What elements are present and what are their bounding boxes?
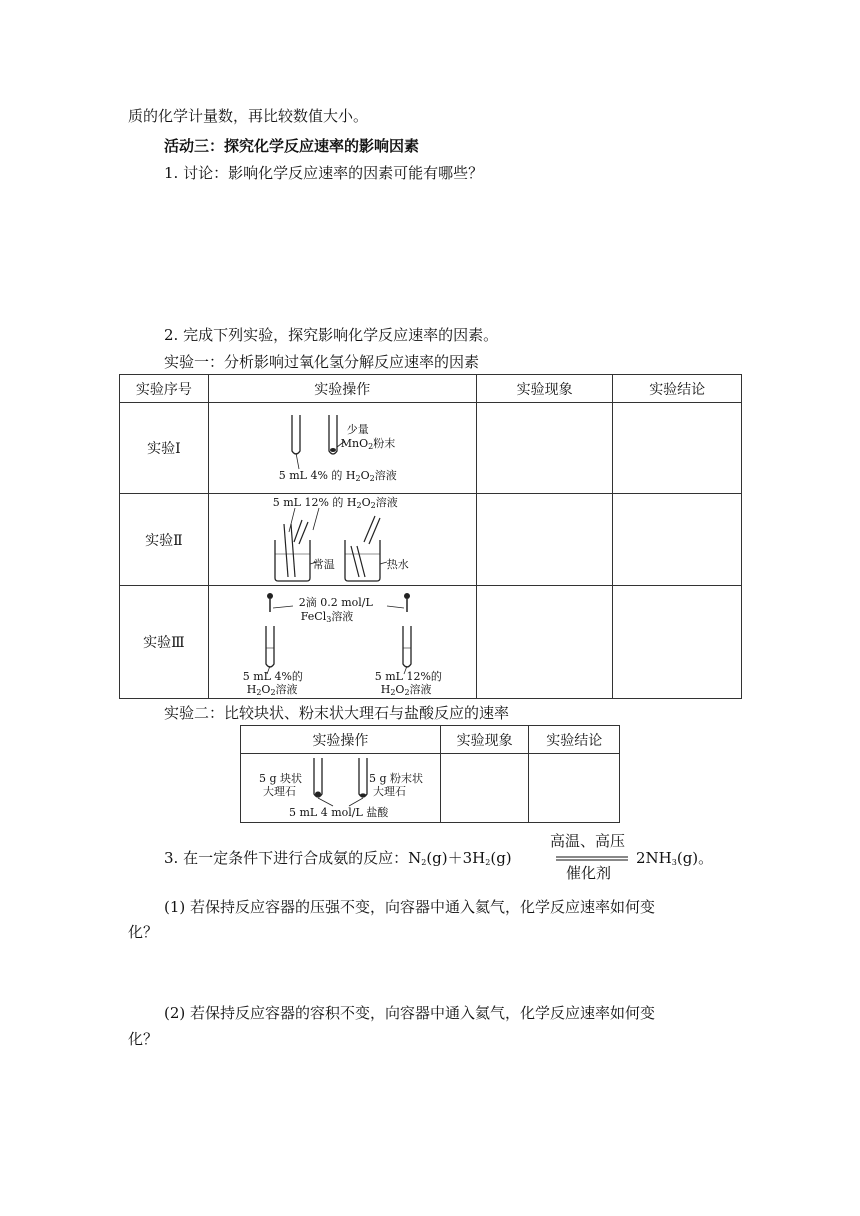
- label-powder-marble-1: 5 g 粉末状: [369, 772, 424, 785]
- activity-title: 活动三：探究化学反应速率的影响因素: [164, 137, 420, 155]
- experiment-1-title: 实验一：分析影响过氧化氢分解反应速率的因素: [164, 353, 480, 371]
- label-lump-marble-1: 5 g 块状: [259, 772, 303, 785]
- figure-cell-2: [208, 494, 476, 586]
- label-mno2: MnO$_2$粉末: [340, 437, 396, 451]
- label-left-tube-1: 5 mL 4%的: [242, 670, 303, 683]
- label-room-temp: 常温: [312, 558, 335, 571]
- label-hot-water: 热水: [386, 558, 409, 571]
- figure-cell-3: [208, 586, 476, 699]
- table1-header-operation: 实验操作: [208, 375, 476, 403]
- label-fecl3: FeCl$_3$溶液: [300, 610, 354, 624]
- table1-header-phenomenon: 实验现象: [476, 375, 613, 403]
- answer-cell[interactable]: [476, 403, 613, 494]
- answer-cell[interactable]: [613, 403, 742, 494]
- table1-header-conclusion: 实验结论: [613, 375, 742, 403]
- label-h2o2-4: 5 mL 4% 的 $H_2O_2$溶液: [278, 469, 397, 483]
- table-row: [241, 754, 620, 823]
- answer-cell[interactable]: [476, 586, 613, 699]
- table-row: [120, 586, 742, 699]
- answer-cell[interactable]: [440, 754, 529, 823]
- label-right-tube-1: 5 mL 12%的: [374, 670, 442, 683]
- label-hcl: 5 mL 4 mol/L 盐酸: [289, 806, 389, 819]
- experiment-2-title: 实验二：比较块状、粉末状大理石与盐酸反应的速率: [164, 704, 510, 722]
- label-left-tube-2: $H_2O_2$溶液: [246, 683, 298, 697]
- label-small-amount: 少量: [346, 423, 369, 436]
- text-line-top: 质的化学计量数，再比较数值大小。: [128, 107, 369, 125]
- figure-mno2: [209, 403, 476, 493]
- figure-fecl3: [209, 586, 476, 698]
- row-label: 实验Ⅱ: [120, 494, 209, 586]
- table2-header-conclusion: 实验结论: [529, 726, 620, 754]
- figure-cell-1: [208, 403, 476, 494]
- table-row: [120, 494, 742, 586]
- question-3-2-line1: (2) 若保持反应容器的容积不变，向容器中通入氦气，化学反应速率如何变: [164, 1004, 656, 1022]
- question-3-product: $2NH_3(g)$。: [636, 849, 714, 867]
- arrow-condition-top: 高温、高压: [550, 832, 626, 850]
- row-label: 实验Ⅲ: [120, 586, 209, 699]
- question-3-1-line1: (1) 若保持反应容器的压强不变，向容器中通入氦气，化学反应速率如何变: [164, 898, 656, 916]
- label-drops: 2滴 0.2 mol/L: [298, 596, 373, 609]
- label-powder-marble-2: 大理石: [373, 785, 406, 798]
- answer-cell[interactable]: [613, 494, 742, 586]
- figure-beakers: [209, 494, 476, 585]
- answer-cell[interactable]: [476, 494, 613, 586]
- table-row: [120, 403, 742, 494]
- experiment-1-table: [119, 374, 742, 699]
- answer-cell[interactable]: [613, 586, 742, 699]
- question-2: 2. 完成下列实验，探究影响化学反应速率的因素。: [164, 326, 499, 344]
- question-3-2-line2: 化？: [128, 1030, 159, 1048]
- table2-header-operation: 实验操作: [241, 726, 441, 754]
- question-3-1-line2: 化？: [128, 923, 159, 941]
- figure-marble: [241, 754, 440, 822]
- row-label: 实验Ⅰ: [120, 403, 209, 494]
- label-right-tube-2: $H_2O_2$溶液: [380, 683, 432, 697]
- table2-header-phenomenon: 实验现象: [440, 726, 529, 754]
- label-h2o2-12: 5 mL 12% 的 $H_2O_2$溶液: [272, 496, 398, 510]
- question-1: 1. 讨论：影响化学反应速率的因素可能有哪些？: [164, 164, 484, 182]
- experiment-2-table: [240, 725, 620, 823]
- table1-header-index: 实验序号: [120, 375, 209, 403]
- label-lump-marble-2: 大理石: [263, 785, 296, 798]
- figure-cell-marble: [241, 754, 441, 823]
- question-3: 3. 在一定条件下进行合成氨的反应：$N_2(g)+3H_2(g)$: [164, 849, 512, 867]
- reaction-arrow: [556, 854, 630, 864]
- arrow-condition-bottom: 催化剂: [566, 864, 612, 882]
- answer-cell[interactable]: [529, 754, 620, 823]
